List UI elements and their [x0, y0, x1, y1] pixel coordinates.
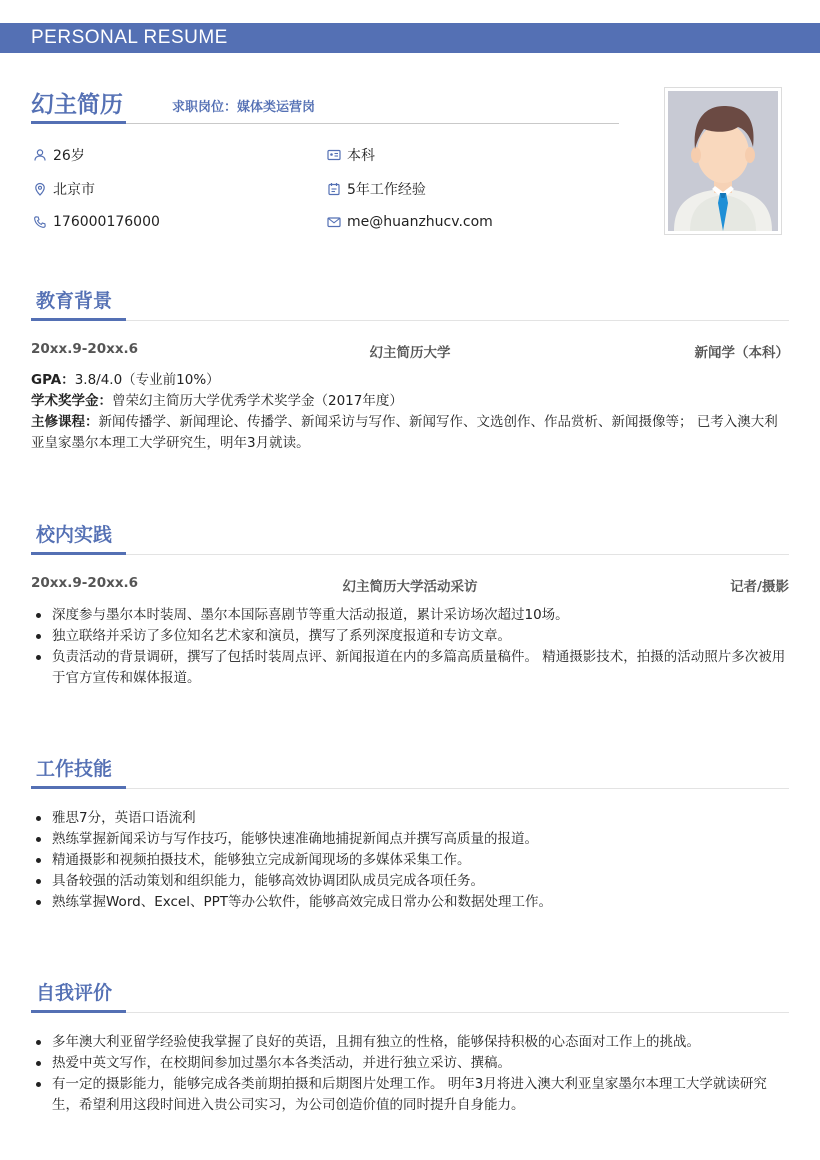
list-item: 独立联络并采访了多位知名艺术家和演员，撰写了系列深度报道和专访文章。: [31, 626, 789, 647]
id-card-icon: [327, 148, 341, 162]
award-value: 曾荣幻主简历大学优秀学术奖学金（2017年度）: [112, 393, 403, 409]
education-header-row: [31, 341, 789, 361]
info-degree: [327, 145, 375, 165]
header-banner: [0, 23, 820, 53]
info-experience: [327, 179, 426, 199]
info-city: [33, 179, 95, 199]
award-label: 学术奖学金：: [31, 393, 112, 409]
self-list: [31, 1032, 789, 1116]
list-item: 雅思7分，英语口语流利: [31, 808, 789, 829]
list-item: 熟练掌握新闻采访与写作技巧，能够快速准确地捕捉新闻点并撰写高质量的报道。: [31, 829, 789, 850]
city-value: 北京市: [53, 182, 95, 198]
skills-accent-bar: [31, 786, 126, 789]
practice-role: 记者/摄影: [730, 579, 789, 595]
location-icon: [33, 182, 47, 196]
list-item: 精通摄影和视频拍摄技术，能够独立完成新闻现场的多媒体采集工作。: [31, 850, 789, 871]
course-label: 主修课程：: [31, 414, 99, 430]
education-date: 20xx.9-20xx.6: [31, 341, 139, 357]
skills-list: [31, 808, 789, 913]
education-divider: [31, 320, 789, 321]
degree-value: 本科: [347, 148, 375, 164]
course-value: 新闻传播学、新闻理论、传播学、新闻采访与写作、新闻写作、文选创作、作品赏析、新闻摄像等； 已考入澳大利亚皇家墨尔本理工大学研究生，明年3月就读。: [31, 414, 778, 451]
practice-list: [31, 605, 789, 689]
experience-value: 5年工作经验: [347, 182, 426, 198]
phone-value: 176000176000: [53, 214, 160, 230]
gpa-line: [31, 370, 789, 391]
list-item: 负责活动的背景调研，撰写了包括时装周点评、新闻报道在内的多篇高质量稿件。 精通摄影技术，拍摄的活动照片多次被用于官方宣传和媒体报道。: [31, 647, 789, 689]
self-accent-bar: [31, 1010, 126, 1013]
gpa-value: 3.8/4.0（专业前10%）: [74, 372, 220, 388]
education-school: 幻主简历大学: [369, 345, 451, 361]
practice-org: 幻主简历大学活动采访: [342, 579, 478, 595]
gpa-label: GPA：: [31, 372, 75, 388]
education-major: 新闻学（本科）: [694, 345, 789, 361]
candidate-name: 幻主简历: [31, 92, 123, 118]
list-item: 多年澳大利亚留学经验使我掌握了良好的英语，且拥有独立的性格，能够保持积极的心态面对工作上的挑战。: [31, 1032, 789, 1053]
section-title-education: 教育背景: [36, 290, 113, 312]
person-icon: [33, 148, 47, 162]
award-line: [31, 391, 789, 412]
info-age: [33, 145, 85, 165]
education-details: [31, 370, 789, 454]
section-title-skills: 工作技能: [36, 758, 113, 780]
practice-divider: [31, 554, 789, 555]
profile-photo: [664, 87, 782, 235]
list-item: 热爱中英文写作，在校期间参加过墨尔本各类活动，并进行独立采访、撰稿。: [31, 1053, 789, 1074]
avatar-illustration: [668, 91, 778, 231]
course-line: [31, 412, 789, 454]
list-item: 有一定的摄影能力，能够完成各类前期拍摄和后期图片处理工作。 明年3月将进入澳大利亚皇家墨尔本理工大学就读研究生，希望利用这段时间进入贵公司实习，为公司创造价值的同时提升自身能力。: [31, 1074, 789, 1116]
info-email: [327, 214, 493, 230]
skills-divider: [31, 788, 789, 789]
calendar-icon: [327, 182, 341, 196]
avatar: [668, 91, 778, 231]
name-accent-bar: [31, 121, 126, 124]
section-title-self: 自我评价: [36, 982, 113, 1004]
phone-icon: [33, 215, 47, 229]
list-item: 熟练掌握Word、Excel、PPT等办公软件，能够高效完成日常办公和数据处理工作。: [31, 892, 789, 913]
list-item: 深度参与墨尔本时装周、墨尔本国际喜剧节等重大活动报道，累计采访场次超过10场。: [31, 605, 789, 626]
section-title-practice: 校内实践: [36, 524, 113, 546]
banner-title: PERSONAL RESUME: [31, 27, 228, 48]
practice-accent-bar: [31, 552, 126, 555]
practice-date: 20xx.9-20xx.6: [31, 575, 139, 591]
job-target: 求职岗位：媒体类运营岗: [172, 100, 316, 115]
list-item: 具备较强的活动策划和组织能力，能够高效协调团队成员完成各项任务。: [31, 871, 789, 892]
practice-header-row: [31, 575, 789, 595]
email-value: me@huanzhucv.com: [347, 214, 493, 230]
age-value: 26岁: [53, 148, 85, 164]
self-divider: [31, 1012, 789, 1013]
education-accent-bar: [31, 318, 126, 321]
info-phone: [33, 214, 160, 230]
mail-icon: [327, 215, 341, 229]
